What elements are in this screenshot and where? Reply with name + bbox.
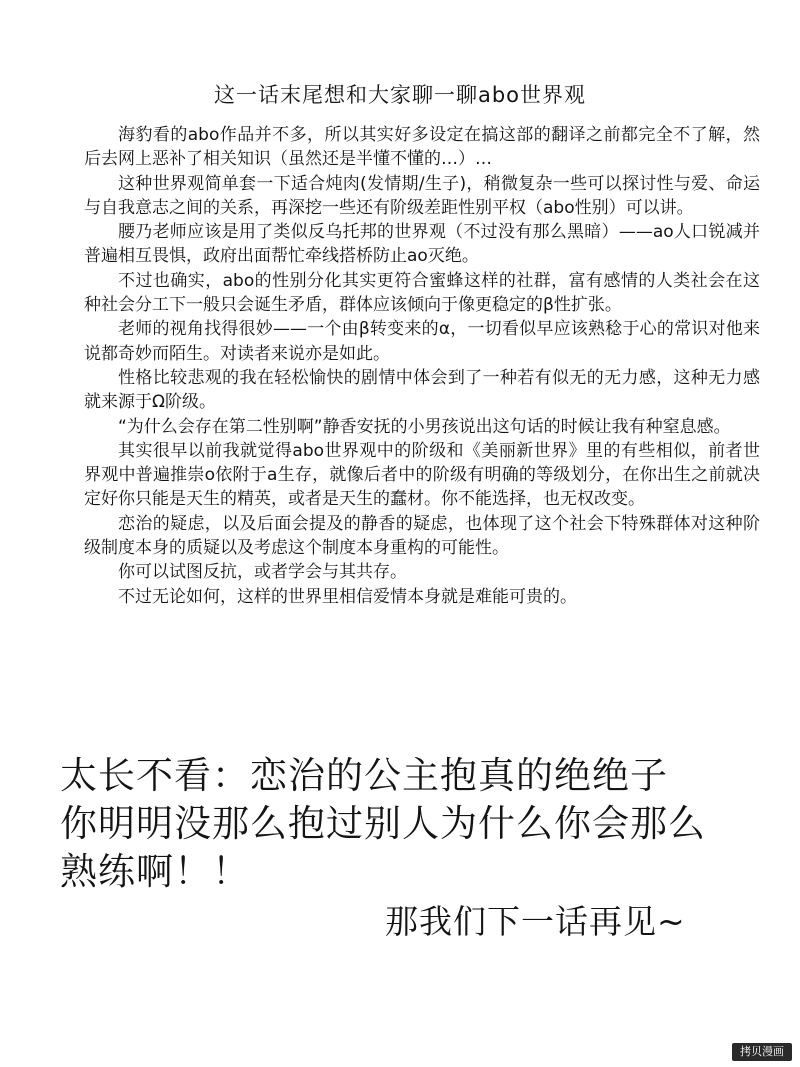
tldr-note (60, 752, 780, 896)
page-title: 这一话末尾想和大家聊一聊abo世界观 (213, 83, 587, 107)
paragraph: 腰乃老师应该是用了类似反乌托邦的世界观（不过没有那么黑暗）——ao人口锐减并普遍相互畏惧，政府出面帮忙牵线搭桥防止ao灭绝。 (84, 222, 760, 267)
paragraph: 恋治的疑虑，以及后面会提及的静香的疑虑，也体现了这个社会下特殊群体对这种阶级制度本身的质疑以及考虑这个制度本身重构的可能性。 (84, 513, 760, 559)
paragraph: 不过无论如何，这样的世界里相信爱情本身就是难能可贵的。 (118, 586, 577, 607)
paragraph: 你可以试图反抗，或者学会与其共存。 (118, 562, 407, 583)
paragraph: 海豹看的abo作品并不多，所以其实好多设定在搞这部的翻译之前都完全不了解，然后去网上恶补了相关知识（虽然还是半懂不懂的…）… (84, 125, 760, 170)
paragraph: 不过也确实，abo的性别分化其实更符合蜜蜂这样的社群，富有感情的人类社会在这种社会分工下一般只会诞生矛盾，群体应该倾向于像更稳定的β性扩张。 (84, 270, 760, 316)
paragraph: “为什么会存在第二性别啊”静香安抚的小男孩说出这句话的时候让我有种窒息感。 (118, 416, 731, 437)
paragraph: 老师的视角找得很妙——一个由β转变来的α，一切看似早应该熟稔于心的常识对他来说都奇妙而陌生。对读者来说亦是如此。 (84, 319, 760, 364)
watermark-logo: 拷贝漫画 (732, 1043, 792, 1061)
article-body (84, 123, 760, 609)
paragraph: 这种世界观简单套一下适合炖肉(发情期/生子)，稍微复杂一些可以探讨性与爱、命运与自我意志之间的关系，再深挖一些还有阶级差距性别平权（abo性别）可以讲。 (84, 173, 760, 218)
paragraph: 性格比较悲观的我在轻松愉快的剧情中体会到了一种若有似无的无力感，这种无力感就来源于Ω阶级。 (84, 367, 760, 413)
tldr-line: 熟练啊！！ (60, 850, 250, 893)
tldr-line: 你明明没那么抱过别人为什么你会那么 (60, 802, 706, 845)
tldr-line: 太长不看：恋治的公主抱真的绝绝子 (60, 754, 668, 797)
signoff-text: 那我们下一话再见~ (385, 902, 686, 941)
paragraph: 其实很早以前我就觉得abo世界观中的阶级和《美丽新世界》里的有些相似，前者世界观中普遍推崇o依附于a生存，就像后者中的阶级有明确的等级划分，在你出生之前就决定好你只能是天生的精英，或者是天生的蠢材。你不能选择，也无权改变。 (84, 440, 760, 510)
